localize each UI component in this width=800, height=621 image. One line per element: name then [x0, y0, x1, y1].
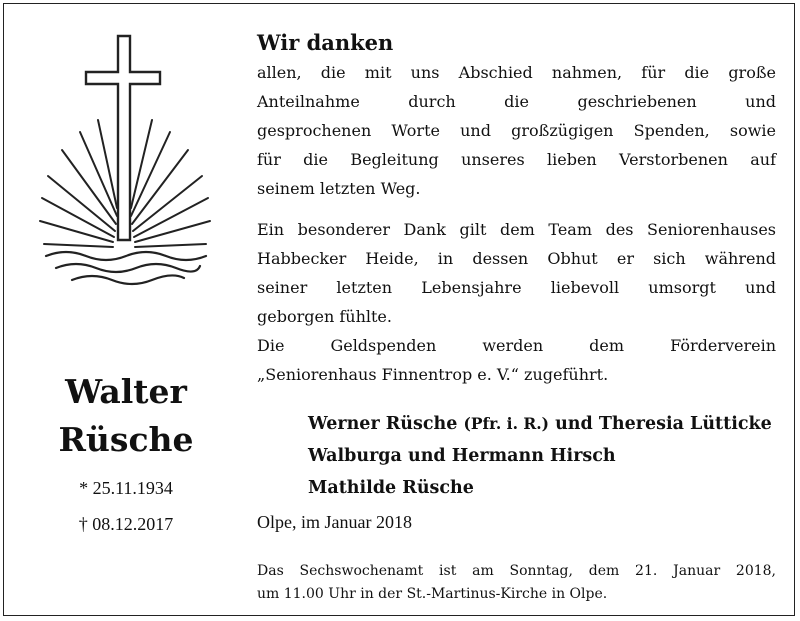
- deceased-last-name: Rüsche: [58, 420, 194, 459]
- cross-with-sunrays-and-waves-icon: [20, 26, 230, 286]
- text-line: Die Geldspenden werden dem Förderverein: [257, 336, 776, 355]
- signer-line: [308, 408, 772, 440]
- text-line: seiner letzten Lebensjahre liebevoll umsorgt und: [257, 278, 776, 297]
- signer-name: Werner Rüsche: [308, 414, 458, 434]
- thanks-paragraph-1: [257, 58, 776, 203]
- text-line: Anteilnahme durch die geschriebenen und: [257, 92, 776, 111]
- text-line: „Seniorenhaus Finnentrop e. V.“ zugeführt.: [257, 365, 609, 384]
- text-line: seinem letzten Weg.: [257, 179, 421, 198]
- place-and-date: Olpe, im Januar 2018: [257, 512, 412, 532]
- text-line: Ein besonderer Dank gilt dem Team des Seniorenhauses: [257, 220, 776, 239]
- text-line: Das Sechswochenamt ist am Sonntag, dem 21. Januar 2018,: [257, 563, 776, 579]
- thanks-paragraph-3: [257, 331, 776, 389]
- signer-name: und Theresia Lütticke: [555, 414, 772, 434]
- text-line: allen, die mit uns Abschied nahmen, für die große: [257, 63, 776, 82]
- deceased-first-name: Walter: [65, 372, 187, 411]
- signer-line: Walburga und Hermann Hirsch: [308, 446, 616, 466]
- signer-note: (Pfr. i. R.): [463, 414, 549, 433]
- thanks-paragraph-2: [257, 215, 776, 331]
- text-line: um 11.00 Uhr in der St.-Martinus-Kirche in Olpe.: [257, 586, 608, 602]
- text-line: geborgen fühlte.: [257, 307, 392, 326]
- birth-date: * 25.11.1934: [79, 478, 173, 498]
- thanks-heading: Wir danken: [257, 30, 394, 55]
- text-line: Habbecker Heide, in dessen Obhut er sich während: [257, 249, 776, 268]
- signer-line: Mathilde Rüsche: [308, 478, 474, 498]
- death-date: † 08.12.2017: [78, 514, 174, 534]
- service-announcement: [257, 560, 776, 606]
- signers-list: [308, 408, 772, 504]
- text-line: für die Begleitung unseres lieben Verstorbenen auf: [257, 150, 776, 169]
- text-line: gesprochenen Worte und großzügigen Spenden, sowie: [257, 121, 776, 140]
